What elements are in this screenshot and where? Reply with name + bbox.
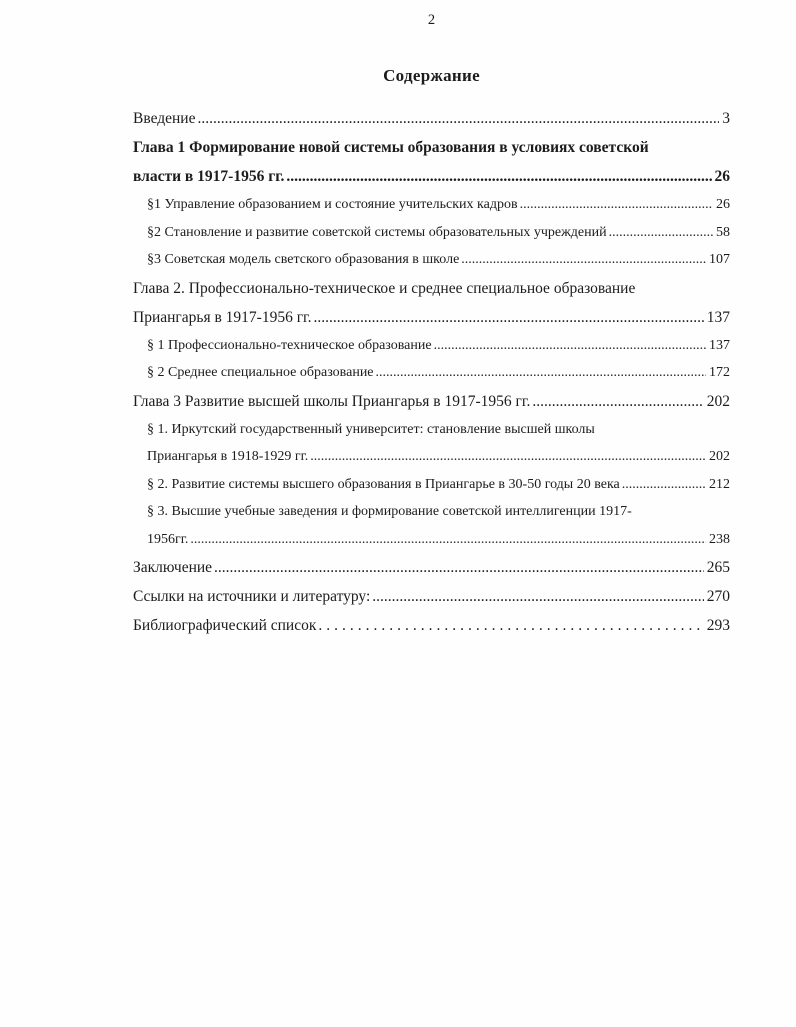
toc-entry-line: [133, 611, 730, 640]
toc-entry-line: [147, 416, 730, 444]
dot-leader: [434, 332, 706, 360]
toc-page-number: 202: [709, 449, 730, 464]
toc-entry-label: Библиографический список: [133, 617, 317, 634]
toc-entry: [133, 611, 730, 640]
toc-entry: [133, 332, 730, 360]
toc-entry-line: [133, 274, 730, 303]
toc-entry-label: §1 Управление образованием и состояние учительских кадров: [147, 197, 518, 212]
toc-entry-label: Глава 1 Формирование новой системы образования в условиях советской: [133, 139, 649, 156]
toc-entry-line: [133, 303, 730, 332]
dot-leader: [286, 162, 711, 191]
dot-leader: [318, 611, 703, 640]
dot-leader: [532, 387, 703, 416]
toc-entry-line: [147, 443, 730, 471]
dot-leader: [314, 303, 704, 332]
dot-leader: [520, 191, 713, 219]
toc-page-number: 137: [709, 337, 730, 353]
toc-entry-line: [147, 246, 730, 274]
toc-entry: [133, 104, 730, 133]
toc-page-number: 293: [706, 617, 730, 634]
toc-entry-label: Глава 2. Профессионально-техническое и среднее специальное образование: [133, 279, 636, 297]
toc-entry-label: § 1. Иркутский государственный университет: становление высшей школы: [147, 421, 595, 437]
toc-entry-label: Введение: [133, 110, 196, 127]
dot-leader: [310, 443, 706, 471]
toc-page-number: 172: [709, 365, 730, 380]
toc-entry-line: [133, 162, 730, 191]
toc-entry-line: [147, 359, 730, 387]
toc-entry: [133, 191, 730, 219]
toc-page-number: 202: [706, 392, 730, 410]
toc-entry-line: [147, 471, 730, 499]
toc-page-number: 265: [706, 559, 730, 576]
toc-entry: [133, 582, 730, 611]
toc-page-number: 58: [716, 224, 730, 240]
toc-page-number: 270: [706, 588, 730, 605]
toc-entry-label: §2 Становление и развитие советской системы образовательных учреждений: [147, 224, 607, 240]
toc-entry: [133, 553, 730, 582]
toc-entry-label: § 3. Высшие учебные заведения и формирование советской интеллигенции 1917-: [147, 504, 632, 519]
toc-page-number: 238: [709, 531, 730, 547]
toc-entry-line: [147, 498, 730, 526]
toc-entry-label: Глава 3 Развитие высшей школы Приангарья в 1917-1956 гг.: [133, 392, 531, 410]
dot-leader: [190, 526, 706, 554]
toc-entry-label: власти в 1917-1956 гг.: [133, 168, 285, 185]
toc-page-number: 137: [706, 308, 730, 326]
toc-entry: [133, 359, 730, 387]
toc-entry-label: § 1 Профессионально-техническое образование: [147, 337, 432, 353]
toc-entry-line: [133, 133, 730, 162]
document-title: Содержание: [383, 66, 480, 85]
toc-entry-line: [147, 526, 730, 554]
toc-entry: [133, 471, 730, 499]
toc-entry-label: § 2. Развитие системы высшего образования в Приангарье в 30-50 годы 20 века: [147, 476, 620, 492]
toc-page-number: 212: [709, 476, 730, 492]
toc-list: [133, 104, 730, 640]
dot-leader: [609, 219, 713, 247]
dot-leader: [622, 471, 706, 499]
toc-entry: [133, 133, 730, 191]
toc-entry-label: Приангарья в 1917-1956 гг.: [133, 308, 312, 326]
toc-entry: [133, 219, 730, 247]
page-number: 2: [427, 12, 436, 28]
dot-leader: [197, 104, 719, 133]
toc-page-number: 26: [716, 197, 730, 212]
toc-entry-label: § 2 Среднее специальное образование: [147, 365, 374, 380]
toc-entry: [133, 387, 730, 416]
toc-entry: [133, 498, 730, 553]
toc-entry-label: §3 Советская модель светского образования в школе: [147, 252, 460, 267]
toc-entry-label: Заключение: [133, 559, 213, 576]
toc-entry-line: [147, 332, 730, 360]
toc-page-number: 107: [709, 252, 730, 267]
toc-entry: [133, 246, 730, 274]
toc-entry-line: [147, 191, 730, 219]
toc-entry-line: [133, 582, 730, 611]
toc-entry-line: [133, 387, 730, 416]
toc-entry-line: [147, 219, 730, 247]
toc-entry-line: [133, 104, 730, 133]
dot-leader: [461, 246, 706, 274]
toc-page-number: 3: [722, 110, 730, 127]
toc-page-number: 26: [714, 168, 730, 185]
toc-entry-line: [133, 553, 730, 582]
toc-entry-label: Ссылки на источники и литературу:: [133, 588, 371, 605]
dot-leader: [214, 553, 704, 582]
toc-entry-label: 1956гг.: [147, 531, 189, 547]
dot-leader: [376, 359, 706, 387]
toc-entry-label: Приангарья в 1918-1929 гг.: [147, 449, 309, 464]
toc-entry: [133, 274, 730, 332]
toc-entry: [133, 416, 730, 471]
dot-leader: [372, 582, 703, 611]
